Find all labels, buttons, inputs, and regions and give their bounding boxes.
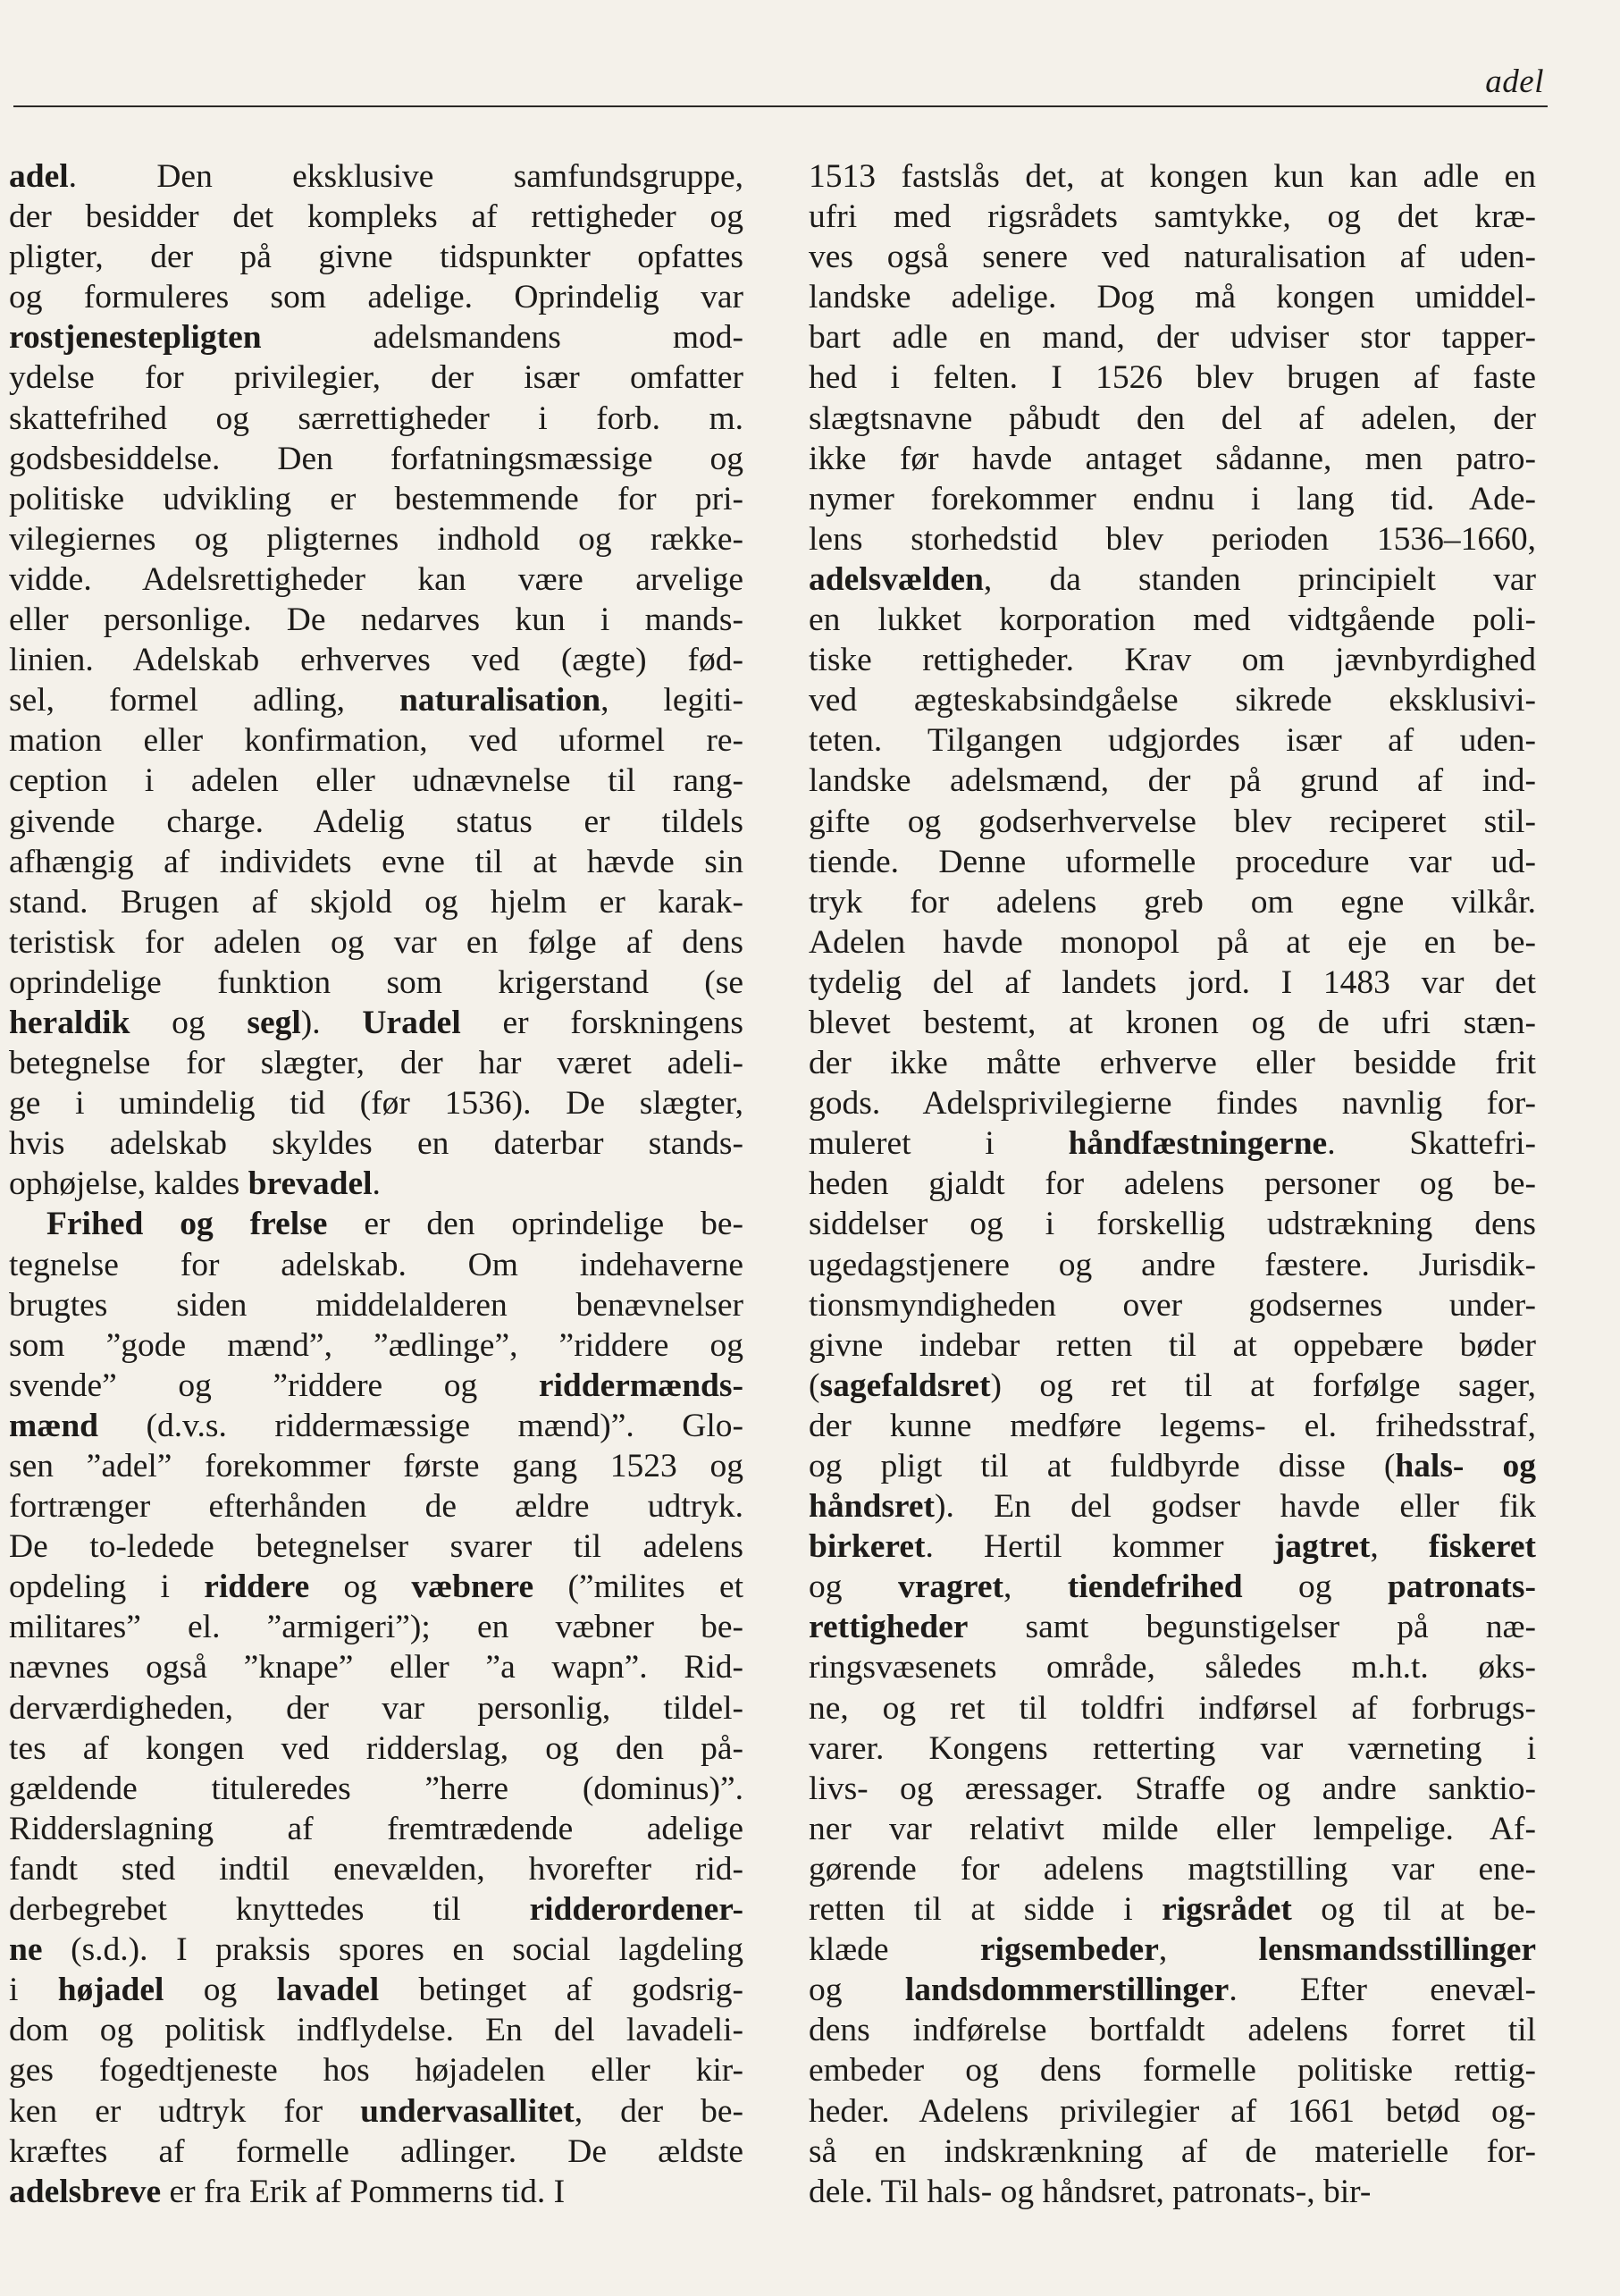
text-line — [809, 1285, 1536, 1325]
text-run: afhængig af individets evne til at hævde sin — [9, 843, 743, 880]
text-line — [809, 559, 1536, 600]
text-line — [9, 1043, 743, 1083]
text-run: heden gjaldt for adelens personer og be- — [809, 1165, 1536, 1203]
text-run: . Efter enevæl- — [1229, 1972, 1537, 2009]
bold-term: heraldik — [9, 1004, 130, 1041]
bold-term: jagtret — [1273, 1528, 1371, 1566]
text-line — [809, 1366, 1536, 1406]
text-line — [9, 1526, 743, 1567]
text-run: nymer forekommer endnu i lang tid. Ade- — [809, 480, 1536, 517]
text-line — [809, 156, 1536, 197]
text-line — [9, 357, 743, 398]
text-run: landske adelige. Dog må kongen umiddel- — [809, 279, 1536, 316]
text-run: tryk for adelens greb om egne vilkår. — [809, 883, 1536, 921]
text-line — [9, 1446, 743, 1486]
text-run: ( — [809, 1367, 820, 1404]
bold-term: patronats- — [1388, 1569, 1537, 1606]
text-line — [9, 1486, 743, 1526]
text-run: er fra Erik af Pommerns tid. I — [161, 2173, 566, 2210]
bold-term: naturalisation — [399, 682, 601, 719]
text-line — [809, 1970, 1536, 2010]
text-run: eller personlige. De nedarves kun i mands- — [9, 601, 743, 639]
bold-term: hals- og — [1395, 1448, 1536, 1484]
text-line — [809, 1043, 1536, 1083]
text-line — [9, 1607, 743, 1647]
bold-term: Frihed og frelse — [46, 1206, 328, 1243]
text-run: stand. Brugen af skjold og hjelm er karak- — [9, 883, 743, 921]
bold-term: riddere — [204, 1569, 310, 1606]
text-line — [809, 600, 1536, 640]
text-run: der besidder det kompleks af rettigheder og — [9, 198, 743, 236]
text-run: . — [372, 1165, 381, 1203]
text-run: tiende. Denne uformelle procedure var ud- — [809, 843, 1536, 880]
text-run: gifte og godserhvervelse blev reciperet stil- — [809, 803, 1536, 840]
text-run: og — [164, 1972, 277, 2009]
text-run: embeder og dens formelle politiske rettig- — [809, 2052, 1536, 2090]
text-line — [9, 842, 743, 882]
bold-term: rostjenestepligten — [9, 319, 262, 357]
text-run: ikke før havde antaget sådanne, men patro- — [809, 440, 1536, 477]
bold-term: mænd — [9, 1407, 99, 1444]
text-run: teten. Tilgangen udgjordes især af uden- — [809, 722, 1536, 760]
text-run: og — [809, 1569, 898, 1606]
text-run: linien. Adelskab erhverves ved (ægte) fød- — [9, 642, 743, 679]
text-run: Ridderslagning af fremtrædende adelige — [9, 1810, 743, 1847]
text-run: ). — [300, 1004, 363, 1041]
bold-term: adel — [9, 158, 69, 195]
bold-term: lavadel — [276, 1972, 380, 2009]
text-line — [9, 1366, 743, 1406]
text-line — [809, 439, 1536, 479]
text-run: adelsmandens mod- — [261, 319, 743, 357]
text-line — [809, 519, 1536, 559]
text-run: tionsmyndigheden over godsernes under- — [809, 1286, 1536, 1324]
text-run: . Den eksklusive samfundsgruppe, — [68, 158, 743, 195]
text-line — [9, 317, 743, 357]
text-run: tes af kongen ved ridderslag, og den på- — [9, 1729, 743, 1767]
bold-term: rettigheder — [809, 1609, 969, 1646]
text-run: ufri med rigsrådets samtykke, og det kræ- — [809, 198, 1536, 236]
text-run: vidde. Adelsrettigheder kan være arvelige — [9, 560, 743, 598]
text-run: fortrænger efterhånden de ældre udtryk. — [9, 1488, 743, 1526]
text-run: og — [130, 1004, 248, 1041]
text-line — [9, 1567, 743, 1607]
text-run: heder. Adelens privilegier af 1661 betød og- — [809, 2092, 1536, 2130]
text-run: ges fogedtjeneste hos højadelen eller kir- — [9, 2052, 743, 2090]
text-line — [9, 761, 743, 801]
text-line — [809, 1245, 1536, 1285]
bold-term: rigsembeder — [979, 1931, 1159, 1969]
text-line — [809, 1406, 1536, 1446]
text-line — [809, 479, 1536, 519]
text-line — [9, 1406, 743, 1446]
text-line — [9, 439, 743, 479]
text-line — [809, 1526, 1536, 1567]
right-column — [809, 156, 1536, 2212]
bold-term: væbnere — [411, 1569, 534, 1606]
text-run: derbegrebet knyttedes til — [9, 1891, 530, 1929]
text-line — [9, 197, 743, 237]
bold-term: højadel — [57, 1972, 164, 2009]
text-run: givende charge. Adelig status er tildels — [9, 803, 743, 840]
text-run: gældende tituleredes ”herre (dominus)”. — [9, 1770, 743, 1807]
text-line — [9, 882, 743, 922]
text-line — [9, 963, 743, 1003]
text-run: livs- og æressager. Straffe og andre sanktio- — [809, 1770, 1536, 1807]
text-line — [809, 399, 1536, 439]
text-line — [809, 1164, 1536, 1204]
text-line — [9, 1245, 743, 1285]
text-line — [9, 680, 743, 720]
text-line — [9, 399, 743, 439]
text-run: hvis adelskab skyldes en daterbar stands- — [9, 1125, 743, 1163]
text-line — [809, 802, 1536, 842]
text-run: tiske rettigheder. Krav om jævnbyrdighed — [809, 642, 1536, 679]
text-line — [9, 1123, 743, 1164]
text-run: og — [309, 1569, 412, 1606]
text-line — [9, 922, 743, 963]
text-run: svende” og ”riddere og — [9, 1367, 539, 1404]
text-line — [9, 640, 743, 680]
text-line — [809, 317, 1536, 357]
text-run: der kunne medføre legems- el. frihedsstraf, — [809, 1407, 1536, 1444]
text-line — [9, 1889, 743, 1930]
text-line — [9, 277, 743, 317]
bold-term: segl — [247, 1004, 301, 1041]
bold-term: landsdommerstillinger — [904, 1972, 1230, 2009]
text-run: dele. Til hals- og håndsret, patronats-, bir- — [809, 2173, 1372, 2210]
text-run: sel, formel adling, — [9, 682, 400, 719]
text-line — [809, 2091, 1536, 2132]
text-line — [9, 1930, 743, 1970]
text-run: så en indskrænkning af de materielle for- — [809, 2132, 1536, 2170]
text-line — [809, 1607, 1536, 1647]
text-run: en lukket korporation med vidtgående poli- — [809, 601, 1536, 639]
text-line — [809, 2132, 1536, 2172]
text-run: tegnelse for adelskab. Om indehaverne — [9, 1246, 743, 1283]
text-line — [809, 1728, 1536, 1769]
bold-term: rigsrådet — [1162, 1891, 1292, 1929]
text-run: retten til at sidde i — [809, 1891, 1163, 1929]
text-line — [9, 1083, 743, 1123]
text-run: ophøjelse, kaldes — [9, 1165, 248, 1203]
text-run: der ikke måtte erhverve eller besidde frit — [809, 1045, 1536, 1082]
text-run: samt begunstigelser på næ- — [968, 1609, 1536, 1646]
text-line — [809, 2172, 1536, 2212]
bold-term: adelsbreve — [9, 2173, 162, 2210]
text-line — [9, 559, 743, 600]
text-run: nævnes også ”knape” eller ”a wapn”. Rid- — [9, 1649, 743, 1686]
text-run: ge i umindelig tid (før 1536). De slægter, — [9, 1085, 743, 1123]
text-run: tydelig del af landets jord. I 1483 var det — [809, 963, 1536, 1001]
text-line — [809, 761, 1536, 801]
text-run: . Skattefri- — [1327, 1125, 1536, 1163]
text-run: dens indførelse bortfaldt adelens forret til — [809, 2012, 1536, 2049]
text-run: landske adelsmænd, der på grund af ind- — [809, 762, 1536, 800]
text-line — [9, 1970, 743, 2010]
text-line — [809, 882, 1536, 922]
text-line — [809, 1647, 1536, 1687]
text-line — [9, 1325, 743, 1366]
text-run: , — [1158, 1931, 1259, 1969]
text-run: er forskningens — [460, 1004, 744, 1041]
running-head: adel — [1485, 63, 1544, 100]
text-line — [809, 1325, 1536, 1366]
text-run: mation eller konfirmation, ved uformel re- — [9, 722, 743, 760]
text-line — [9, 156, 743, 197]
text-run: og — [809, 1972, 905, 2009]
text-line — [809, 640, 1536, 680]
bold-term: ne — [9, 1931, 43, 1969]
text-run: i — [9, 1972, 58, 2009]
text-run: er den oprindelige be- — [327, 1206, 743, 1243]
text-run: ). En del godser havde eller fik — [935, 1488, 1536, 1526]
text-run: , — [1003, 1569, 1068, 1606]
text-line — [809, 1003, 1536, 1043]
text-line — [9, 2050, 743, 2090]
text-run: blevet bestemt, at kronen og de ufri stæn- — [809, 1004, 1536, 1041]
text-line — [809, 963, 1536, 1003]
text-line — [809, 720, 1536, 761]
text-run: oprindelige funktion som krigerstand (se — [9, 963, 743, 1001]
text-line — [9, 2091, 743, 2132]
text-run: brugtes siden middelalderen benævnelser — [9, 1286, 743, 1324]
text-run: teristisk for adelen og var en følge af dens — [9, 923, 743, 961]
text-line — [809, 1204, 1536, 1244]
text-line — [809, 1446, 1536, 1486]
text-run: (d.v.s. riddermæssige mænd)”. Glo- — [98, 1407, 743, 1444]
bold-term: undervasallitet — [360, 2092, 575, 2130]
text-run: gørende for adelens magtstilling var ene- — [809, 1850, 1536, 1888]
text-run: og formuleres som adelige. Oprindelig var — [9, 279, 743, 316]
text-run: og pligt til at fuldbyrde disse ( — [809, 1448, 1396, 1484]
bold-term: ridderordener- — [529, 1891, 743, 1929]
text-run: dom og politisk indflydelse. En del lavadeli- — [9, 2012, 743, 2049]
left-column — [9, 156, 743, 2212]
text-run: og til at be- — [1291, 1891, 1536, 1929]
text-line — [809, 1769, 1536, 1809]
text-run: betinget af godsrig- — [379, 1972, 744, 2009]
text-run: ception i adelen eller udnævnelse til rang- — [9, 762, 743, 800]
text-run: , da standen principielt var — [983, 560, 1536, 598]
text-run: 1513 fastslås det, at kongen kun kan adle en — [809, 158, 1536, 195]
text-line — [809, 680, 1536, 720]
text-run: (s.d.). I praksis spores en social lagdeling — [42, 1931, 743, 1969]
text-run: slægtsnavne påbudt den del af adelen, der — [809, 399, 1536, 437]
text-line — [809, 1849, 1536, 1889]
text-run: Adelen havde monopol på at eje en be- — [809, 923, 1536, 961]
text-run: vilegiernes og pligternes indhold og række- — [9, 520, 743, 558]
text-run: (”milites et — [533, 1569, 744, 1606]
text-run: fandt sted indtil enevælden, hvorefter rid- — [9, 1850, 743, 1888]
text-run: kræftes af formelle adlinger. De ældste — [9, 2132, 743, 2170]
text-run: ner var relativt milde eller lempelige. Af- — [809, 1810, 1536, 1847]
text-run: godsbesiddelse. Den forfatningsmæssige og — [9, 440, 743, 477]
text-run: klæde — [809, 1931, 980, 1969]
text-line — [809, 237, 1536, 277]
text-line — [809, 357, 1536, 398]
text-run: ne, og ret til toldfri indførsel af forbrugs- — [809, 1689, 1536, 1727]
text-line — [809, 1083, 1536, 1123]
text-line — [9, 802, 743, 842]
text-run: gods. Adelsprivilegierne findes navnlig for- — [809, 1085, 1536, 1123]
text-line — [9, 1204, 743, 1244]
text-run: muleret i — [809, 1125, 1069, 1163]
text-line — [9, 1728, 743, 1769]
text-run: givne indebar retten til at oppebære bøder — [809, 1326, 1536, 1364]
text-run: sen ”adel” forekommer første gang 1523 og — [9, 1448, 743, 1484]
text-line — [809, 1809, 1536, 1849]
text-line — [809, 1688, 1536, 1728]
text-line — [9, 2132, 743, 2172]
text-run: , — [1370, 1528, 1429, 1566]
text-line — [809, 2050, 1536, 2090]
text-line — [9, 479, 743, 519]
text-run: skattefrihed og særrettigheder i forb. m. — [9, 399, 743, 437]
text-line — [809, 1889, 1536, 1930]
text-line — [809, 197, 1536, 237]
text-run: , legiti- — [600, 682, 743, 719]
text-line — [9, 600, 743, 640]
text-run: og — [1242, 1569, 1389, 1606]
text-line — [809, 1123, 1536, 1164]
text-run: pligter, der på givne tidspunkter opfattes — [9, 239, 743, 276]
bold-term: håndsret — [809, 1488, 936, 1526]
text-line — [809, 1930, 1536, 1970]
bold-term: lensmandsstillinger — [1258, 1931, 1537, 1969]
text-run: bart adle en mand, der udviser stor tapper- — [809, 319, 1536, 357]
text-line — [9, 720, 743, 761]
text-run: ves også senere ved naturalisation af uden- — [809, 239, 1536, 276]
text-line — [9, 1003, 743, 1043]
text-line — [9, 2172, 743, 2212]
text-line — [9, 237, 743, 277]
text-run: ugedagstjenere og andre fæstere. Jurisdik- — [809, 1246, 1536, 1283]
bold-term: brevadel — [248, 1165, 373, 1203]
bold-term: Uradel — [362, 1004, 461, 1041]
bold-term: sagefaldsret — [819, 1367, 991, 1404]
text-line — [9, 1849, 743, 1889]
text-line — [809, 1486, 1536, 1526]
text-run: varer. Kongens retterting var værneting i — [809, 1729, 1536, 1767]
text-line — [809, 1567, 1536, 1607]
text-run: hed i felten. I 1526 blev brugen af faste — [809, 359, 1536, 397]
text-run: derværdigheden, der var personlig, tildel- — [9, 1689, 743, 1727]
text-line — [9, 1769, 743, 1809]
text-run: betegnelse for slægter, der har været adeli- — [9, 1045, 743, 1082]
text-run: De to-ledede betegnelser svarer til adelens — [9, 1528, 743, 1566]
text-line — [9, 1164, 743, 1204]
text-line — [9, 1688, 743, 1728]
text-line — [9, 1647, 743, 1687]
text-run: ringsvæsenets område, således m.h.t. øks- — [809, 1649, 1536, 1686]
text-run: militares” el. ”armigeri”); en væbner be- — [9, 1609, 743, 1646]
text-line — [9, 1285, 743, 1325]
text-run: ved ægteskabsindgåelse sikrede eksklusivi- — [809, 682, 1536, 719]
text-line — [809, 842, 1536, 882]
bold-term: tiendefrihed — [1067, 1569, 1243, 1606]
text-run: ydelse for privilegier, der især omfatter — [9, 359, 743, 397]
text-run: opdeling i — [9, 1569, 205, 1606]
bold-term: håndfæstningerne — [1068, 1125, 1328, 1163]
text-run: politiske udvikling er bestemmende for pri- — [9, 480, 743, 517]
text-line — [9, 2010, 743, 2050]
bold-term: vragret — [897, 1569, 1003, 1606]
bold-term: fiskeret — [1428, 1528, 1536, 1566]
text-run: ) og ret til at forfølge sager, — [990, 1367, 1536, 1404]
bold-term: adelsvælden — [809, 560, 984, 598]
text-line — [809, 922, 1536, 963]
text-run: siddelser og i forskellig udstrækning dens — [809, 1206, 1536, 1243]
text-line — [809, 2010, 1536, 2050]
bold-term: birkeret — [809, 1528, 926, 1566]
text-run: som ”gode mænd”, ”ædlinge”, ”riddere og — [9, 1326, 743, 1364]
text-run: lens storhedstid blev perioden 1536–1660, — [809, 520, 1536, 558]
text-line — [9, 519, 743, 559]
text-run: . Hertil kommer — [925, 1528, 1274, 1566]
header-rule — [13, 105, 1548, 107]
text-run: ken er udtryk for — [9, 2092, 361, 2130]
text-line — [809, 277, 1536, 317]
text-line — [9, 1809, 743, 1849]
text-run: , der be- — [574, 2092, 743, 2130]
bold-term: riddermænds- — [538, 1367, 743, 1404]
